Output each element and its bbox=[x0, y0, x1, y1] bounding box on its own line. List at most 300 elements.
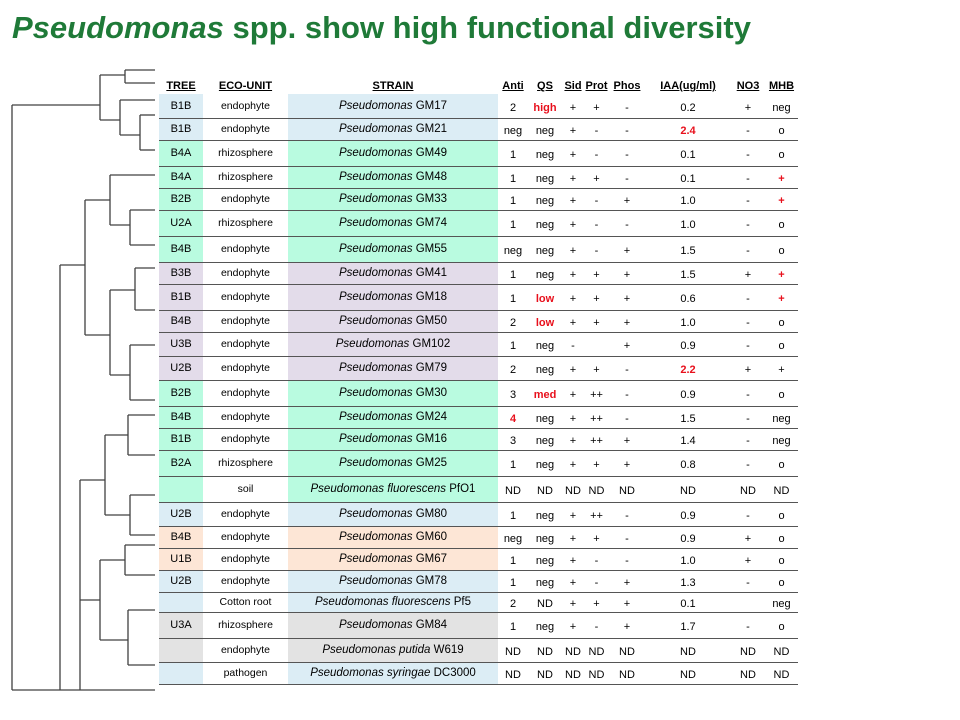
cell-eco-unit: endophyte bbox=[203, 570, 288, 592]
table-row bbox=[159, 188, 798, 210]
strain-id: Pf5 bbox=[453, 596, 471, 608]
cell-iaa: 1.5 bbox=[645, 262, 731, 284]
cell-strain bbox=[288, 284, 498, 310]
cell-anti: 1 bbox=[498, 210, 528, 236]
cell-eco-unit: endophyte bbox=[203, 638, 288, 662]
cell-qs: high bbox=[528, 94, 562, 118]
cell-qs: neg bbox=[528, 236, 562, 262]
cell-no3: - bbox=[731, 450, 765, 476]
cell-mhb: o bbox=[765, 140, 798, 166]
cell-tree: B4B bbox=[159, 406, 203, 428]
col-header-phos: Phos bbox=[613, 80, 641, 92]
strain-species: Pseudomonas bbox=[338, 291, 413, 303]
col-header-no3: NO3 bbox=[736, 80, 760, 92]
strain-id: GM74 bbox=[415, 217, 448, 229]
cell-mhb: + bbox=[765, 356, 798, 380]
cell-eco-unit: endophyte bbox=[203, 262, 288, 284]
cell-no3: - bbox=[731, 502, 765, 526]
cell-phos: + bbox=[609, 570, 645, 592]
cell-phos: + bbox=[609, 332, 645, 356]
cell-no3: - bbox=[731, 118, 765, 140]
cell-tree: B2B bbox=[159, 188, 203, 210]
strain-species: Pseudomonas bbox=[338, 267, 413, 279]
cell-tree: B4A bbox=[159, 140, 203, 166]
cell-eco-unit: endophyte bbox=[203, 284, 288, 310]
cell-tree: U3B bbox=[159, 332, 203, 356]
cell-mhb: o bbox=[765, 118, 798, 140]
strain-species: Pseudomonas bbox=[338, 217, 413, 229]
table-row bbox=[159, 638, 798, 662]
cell-phos: ND bbox=[609, 476, 645, 502]
table-row bbox=[159, 284, 798, 310]
cell-iaa: 1.0 bbox=[645, 548, 731, 570]
cell-eco-unit: Cotton root bbox=[203, 592, 288, 612]
cell-tree: B4A bbox=[159, 166, 203, 188]
table-row bbox=[159, 236, 798, 262]
cell-prot: - bbox=[584, 118, 609, 140]
cell-sid: ND bbox=[562, 476, 584, 502]
cell-eco-unit: rhizosphere bbox=[203, 166, 288, 188]
cell-strain bbox=[288, 406, 498, 428]
strain-id: GM21 bbox=[415, 123, 448, 135]
strain-species: Pseudomonas bbox=[338, 99, 413, 112]
title-rest: spp. show high functional diversity bbox=[223, 10, 751, 45]
cell-anti: 1 bbox=[498, 262, 528, 284]
cell-no3: - bbox=[731, 166, 765, 188]
strain-id: GM84 bbox=[415, 619, 448, 631]
table-row bbox=[159, 210, 798, 236]
cell-sid: + bbox=[562, 612, 584, 638]
cell-eco-unit: endophyte bbox=[203, 502, 288, 526]
cell-prot: + bbox=[584, 310, 609, 332]
cell-phos: - bbox=[609, 94, 645, 118]
cell-strain bbox=[288, 188, 498, 210]
cell-sid: + bbox=[562, 188, 584, 210]
cell-anti: ND bbox=[498, 662, 528, 684]
cell-qs: neg bbox=[528, 262, 562, 284]
cell-phos: - bbox=[609, 526, 645, 548]
cell-anti: 1 bbox=[498, 188, 528, 210]
cell-strain bbox=[288, 570, 498, 592]
cell-strain bbox=[288, 166, 498, 188]
cell-tree: U2A bbox=[159, 210, 203, 236]
cell-anti: 1 bbox=[498, 612, 528, 638]
cell-phos: - bbox=[609, 406, 645, 428]
cell-prot bbox=[584, 332, 609, 356]
cell-prot: + bbox=[584, 166, 609, 188]
cell-anti: 1 bbox=[498, 570, 528, 592]
cell-phos: - bbox=[609, 548, 645, 570]
cell-iaa: ND bbox=[645, 662, 731, 684]
phylogenetic-tree bbox=[0, 0, 160, 720]
cell-sid: + bbox=[562, 428, 584, 450]
strain-species: Pseudomonas syringae bbox=[310, 667, 431, 679]
table-row bbox=[159, 166, 798, 188]
cell-anti: ND bbox=[498, 476, 528, 502]
cell-mhb: o bbox=[765, 450, 798, 476]
cell-phos: - bbox=[609, 140, 645, 166]
strain-id: GM78 bbox=[415, 575, 448, 587]
cell-strain bbox=[288, 210, 498, 236]
strain-id: GM80 bbox=[415, 508, 448, 520]
cell-strain bbox=[288, 94, 498, 118]
cell-no3: - bbox=[731, 140, 765, 166]
cell-strain bbox=[288, 502, 498, 526]
cell-strain bbox=[288, 526, 498, 548]
cell-phos: - bbox=[609, 356, 645, 380]
cell-eco-unit: endophyte bbox=[203, 428, 288, 450]
strain-id: GM33 bbox=[415, 193, 448, 205]
cell-tree: U2B bbox=[159, 502, 203, 526]
cell-no3: - bbox=[731, 332, 765, 356]
strain-species: Pseudomonas bbox=[338, 123, 413, 135]
table-row bbox=[159, 526, 798, 548]
strain-species: Pseudomonas fluorescens bbox=[310, 483, 447, 495]
strain-id: DC3000 bbox=[433, 667, 476, 679]
strain-species: Pseudomonas putida bbox=[322, 644, 431, 656]
cell-eco-unit: endophyte bbox=[203, 332, 288, 356]
cell-anti: 3 bbox=[498, 380, 528, 406]
cell-anti: neg bbox=[498, 526, 528, 548]
cell-prot: + bbox=[584, 94, 609, 118]
cell-strain bbox=[288, 332, 498, 356]
cell-anti: neg bbox=[498, 236, 528, 262]
col-header-mhb: MHB bbox=[768, 80, 795, 92]
strain-species: Pseudomonas bbox=[338, 433, 413, 445]
strain-species: Pseudomonas bbox=[338, 362, 413, 374]
cell-iaa: 0.9 bbox=[645, 502, 731, 526]
table-row bbox=[159, 476, 798, 502]
cell-iaa: 0.2 bbox=[645, 94, 731, 118]
col-header-anti: Anti bbox=[502, 80, 524, 92]
cell-iaa: 1.3 bbox=[645, 570, 731, 592]
cell-strain bbox=[288, 638, 498, 662]
cell-iaa: 0.9 bbox=[645, 526, 731, 548]
cell-mhb: neg bbox=[765, 406, 798, 428]
cell-qs: neg bbox=[528, 188, 562, 210]
strain-id: GM16 bbox=[415, 433, 448, 445]
cell-mhb: o bbox=[765, 310, 798, 332]
strain-id: GM24 bbox=[415, 411, 448, 423]
table-header-row bbox=[159, 78, 798, 94]
cell-tree: U2B bbox=[159, 356, 203, 380]
cell-prot: - bbox=[584, 548, 609, 570]
cell-qs: neg bbox=[528, 450, 562, 476]
cell-phos: + bbox=[609, 450, 645, 476]
cell-qs: low bbox=[528, 310, 562, 332]
cell-tree: B1B bbox=[159, 284, 203, 310]
cell-qs: neg bbox=[528, 406, 562, 428]
cell-anti: 1 bbox=[498, 332, 528, 356]
strain-id: GM17 bbox=[415, 99, 448, 112]
cell-sid: + bbox=[562, 210, 584, 236]
cell-iaa: 1.5 bbox=[645, 406, 731, 428]
table-row bbox=[159, 570, 798, 592]
table-row bbox=[159, 380, 798, 406]
strain-species: Pseudomonas fluorescens bbox=[315, 596, 451, 608]
cell-mhb: ND bbox=[765, 476, 798, 502]
cell-phos: + bbox=[609, 592, 645, 612]
cell-eco-unit: endophyte bbox=[203, 356, 288, 380]
col-header-tree: TREE bbox=[166, 80, 196, 92]
table-row bbox=[159, 262, 798, 284]
table-row bbox=[159, 310, 798, 332]
cell-strain bbox=[288, 140, 498, 166]
cell-no3: - bbox=[731, 310, 765, 332]
cell-tree: B4B bbox=[159, 310, 203, 332]
cell-prot: ND bbox=[584, 638, 609, 662]
cell-strain bbox=[288, 428, 498, 450]
cell-tree: U3A bbox=[159, 612, 203, 638]
cell-no3: - bbox=[731, 570, 765, 592]
strain-species: Pseudomonas bbox=[338, 619, 413, 631]
cell-anti: 4 bbox=[498, 406, 528, 428]
cell-qs: neg bbox=[528, 502, 562, 526]
cell-sid: + bbox=[562, 380, 584, 406]
cell-no3: - bbox=[731, 236, 765, 262]
cell-sid: + bbox=[562, 140, 584, 166]
cell-no3: ND bbox=[731, 638, 765, 662]
cell-eco-unit: endophyte bbox=[203, 380, 288, 406]
cell-tree: U1B bbox=[159, 548, 203, 570]
cell-eco-unit: rhizosphere bbox=[203, 140, 288, 166]
cell-qs: ND bbox=[528, 476, 562, 502]
cell-phos: - bbox=[609, 166, 645, 188]
strain-species: Pseudomonas bbox=[338, 457, 413, 469]
strain-id: PfO1 bbox=[449, 483, 476, 495]
cell-sid: + bbox=[562, 450, 584, 476]
cell-sid: + bbox=[562, 166, 584, 188]
cell-prot: - bbox=[584, 612, 609, 638]
cell-eco-unit: soil bbox=[203, 476, 288, 502]
cell-anti: 2 bbox=[498, 356, 528, 380]
cell-strain bbox=[288, 548, 498, 570]
cell-eco-unit: rhizosphere bbox=[203, 210, 288, 236]
strain-id: GM48 bbox=[415, 171, 448, 183]
strain-id: GM18 bbox=[415, 291, 448, 303]
cell-eco-unit: endophyte bbox=[203, 94, 288, 118]
cell-phos: - bbox=[609, 380, 645, 406]
cell-no3: - bbox=[731, 188, 765, 210]
cell-tree: B1B bbox=[159, 94, 203, 118]
cell-prot: + bbox=[584, 526, 609, 548]
cell-iaa: 1.0 bbox=[645, 310, 731, 332]
strain-id: GM79 bbox=[415, 362, 448, 374]
cell-prot: - bbox=[584, 188, 609, 210]
cell-qs: neg bbox=[528, 118, 562, 140]
table-row bbox=[159, 662, 798, 684]
col-header-strain: STRAIN bbox=[372, 80, 414, 92]
strain-species: Pseudomonas bbox=[338, 387, 413, 399]
cell-eco-unit: endophyte bbox=[203, 188, 288, 210]
strain-id: GM60 bbox=[415, 531, 448, 543]
cell-mhb: neg bbox=[765, 94, 798, 118]
cell-prot: + bbox=[584, 284, 609, 310]
table-row bbox=[159, 592, 798, 612]
cell-qs: neg bbox=[528, 332, 562, 356]
cell-eco-unit: endophyte bbox=[203, 526, 288, 548]
table-row bbox=[159, 612, 798, 638]
cell-qs: ND bbox=[528, 638, 562, 662]
cell-eco-unit: endophyte bbox=[203, 310, 288, 332]
strain-species: Pseudomonas bbox=[338, 575, 413, 587]
cell-sid: + bbox=[562, 94, 584, 118]
cell-tree: B2A bbox=[159, 450, 203, 476]
cell-qs: neg bbox=[528, 428, 562, 450]
cell-mhb: o bbox=[765, 502, 798, 526]
strain-species: Pseudomonas bbox=[338, 171, 413, 183]
cell-anti: 3 bbox=[498, 428, 528, 450]
cell-strain bbox=[288, 236, 498, 262]
cell-prot: ++ bbox=[584, 380, 609, 406]
cell-anti: neg bbox=[498, 118, 528, 140]
cell-qs: low bbox=[528, 284, 562, 310]
cell-no3: - bbox=[731, 428, 765, 450]
cell-no3: + bbox=[731, 526, 765, 548]
cell-sid: + bbox=[562, 406, 584, 428]
cell-tree: B1B bbox=[159, 118, 203, 140]
cell-phos: + bbox=[609, 284, 645, 310]
cell-phos: ND bbox=[609, 638, 645, 662]
cell-iaa: 0.8 bbox=[645, 450, 731, 476]
cell-phos: + bbox=[609, 188, 645, 210]
cell-anti: 2 bbox=[498, 592, 528, 612]
cell-iaa: ND bbox=[645, 638, 731, 662]
cell-strain bbox=[288, 662, 498, 684]
strain-species: Pseudomonas bbox=[338, 147, 413, 159]
cell-anti: 2 bbox=[498, 310, 528, 332]
table-row bbox=[159, 94, 798, 118]
strain-id: GM102 bbox=[412, 338, 451, 350]
strain-species: Pseudomonas bbox=[335, 338, 410, 350]
cell-iaa: 0.9 bbox=[645, 332, 731, 356]
cell-qs: neg bbox=[528, 166, 562, 188]
cell-anti: 1 bbox=[498, 284, 528, 310]
cell-tree: B1B bbox=[159, 428, 203, 450]
cell-eco-unit: rhizosphere bbox=[203, 450, 288, 476]
cell-prot: ++ bbox=[584, 502, 609, 526]
cell-tree: U2B bbox=[159, 570, 203, 592]
cell-mhb: + bbox=[765, 188, 798, 210]
cell-eco-unit: endophyte bbox=[203, 548, 288, 570]
table-row bbox=[159, 140, 798, 166]
cell-sid: + bbox=[562, 356, 584, 380]
strain-id: GM41 bbox=[415, 267, 448, 279]
cell-anti: 1 bbox=[498, 502, 528, 526]
cell-sid: + bbox=[562, 548, 584, 570]
cell-iaa: ND bbox=[645, 476, 731, 502]
strain-id: GM25 bbox=[415, 457, 448, 469]
strain-id: GM49 bbox=[415, 147, 448, 159]
cell-phos: + bbox=[609, 236, 645, 262]
cell-sid: + bbox=[562, 310, 584, 332]
cell-sid: ND bbox=[562, 662, 584, 684]
cell-tree: B4B bbox=[159, 526, 203, 548]
cell-prot: - bbox=[584, 570, 609, 592]
cell-sid: + bbox=[562, 592, 584, 612]
cell-iaa: 1.5 bbox=[645, 236, 731, 262]
cell-phos: + bbox=[609, 612, 645, 638]
cell-no3: ND bbox=[731, 476, 765, 502]
table-row bbox=[159, 332, 798, 356]
cell-qs: neg bbox=[528, 570, 562, 592]
cell-prot: ND bbox=[584, 476, 609, 502]
strain-id: GM67 bbox=[415, 553, 448, 565]
title-genus: Pseudomonas bbox=[12, 10, 224, 45]
cell-strain bbox=[288, 476, 498, 502]
cell-mhb: o bbox=[765, 236, 798, 262]
cell-iaa: 0.6 bbox=[645, 284, 731, 310]
cell-prot: - bbox=[584, 140, 609, 166]
cell-no3: - bbox=[731, 210, 765, 236]
cell-anti: ND bbox=[498, 638, 528, 662]
cell-phos: + bbox=[609, 310, 645, 332]
cell-sid: - bbox=[562, 332, 584, 356]
cell-eco-unit: endophyte bbox=[203, 236, 288, 262]
cell-strain bbox=[288, 612, 498, 638]
cell-qs: neg bbox=[528, 356, 562, 380]
strain-species: Pseudomonas bbox=[338, 243, 413, 255]
cell-eco-unit: endophyte bbox=[203, 118, 288, 140]
cell-anti: 1 bbox=[498, 140, 528, 166]
cell-phos: + bbox=[609, 262, 645, 284]
col-header-eco-unit: ECO-UNIT bbox=[218, 80, 273, 92]
strain-table bbox=[159, 78, 798, 685]
strain-id: GM30 bbox=[415, 387, 448, 399]
cell-iaa: 1.7 bbox=[645, 612, 731, 638]
cell-qs: neg bbox=[528, 526, 562, 548]
cell-sid: + bbox=[562, 570, 584, 592]
cell-no3: - bbox=[731, 406, 765, 428]
cell-mhb: o bbox=[765, 548, 798, 570]
cell-qs: neg bbox=[528, 612, 562, 638]
strain-id: GM55 bbox=[415, 243, 448, 255]
table-body bbox=[159, 94, 798, 684]
table-row bbox=[159, 118, 798, 140]
table-row bbox=[159, 450, 798, 476]
cell-prot: - bbox=[584, 210, 609, 236]
strain-species: Pseudomonas bbox=[338, 553, 413, 565]
table-row bbox=[159, 428, 798, 450]
cell-phos: + bbox=[609, 428, 645, 450]
cell-sid: + bbox=[562, 502, 584, 526]
cell-qs: ND bbox=[528, 662, 562, 684]
cell-tree bbox=[159, 662, 203, 684]
cell-tree bbox=[159, 638, 203, 662]
cell-no3: + bbox=[731, 262, 765, 284]
cell-mhb: o bbox=[765, 380, 798, 406]
cell-prot: ++ bbox=[584, 428, 609, 450]
cell-mhb: o bbox=[765, 526, 798, 548]
cell-iaa: 1.0 bbox=[645, 188, 731, 210]
cell-eco-unit: rhizosphere bbox=[203, 612, 288, 638]
cell-prot: + bbox=[584, 592, 609, 612]
table-row bbox=[159, 406, 798, 428]
cell-mhb: + bbox=[765, 166, 798, 188]
cell-prot: + bbox=[584, 450, 609, 476]
col-header-qs: QS bbox=[537, 80, 553, 92]
cell-phos: - bbox=[609, 118, 645, 140]
cell-prot: + bbox=[584, 262, 609, 284]
cell-prot: + bbox=[584, 356, 609, 380]
cell-tree: B2B bbox=[159, 380, 203, 406]
strain-species: Pseudomonas bbox=[338, 508, 413, 520]
cell-sid: + bbox=[562, 118, 584, 140]
cell-sid: + bbox=[562, 526, 584, 548]
cell-no3: - bbox=[731, 284, 765, 310]
cell-prot: ++ bbox=[584, 406, 609, 428]
cell-mhb: ND bbox=[765, 638, 798, 662]
